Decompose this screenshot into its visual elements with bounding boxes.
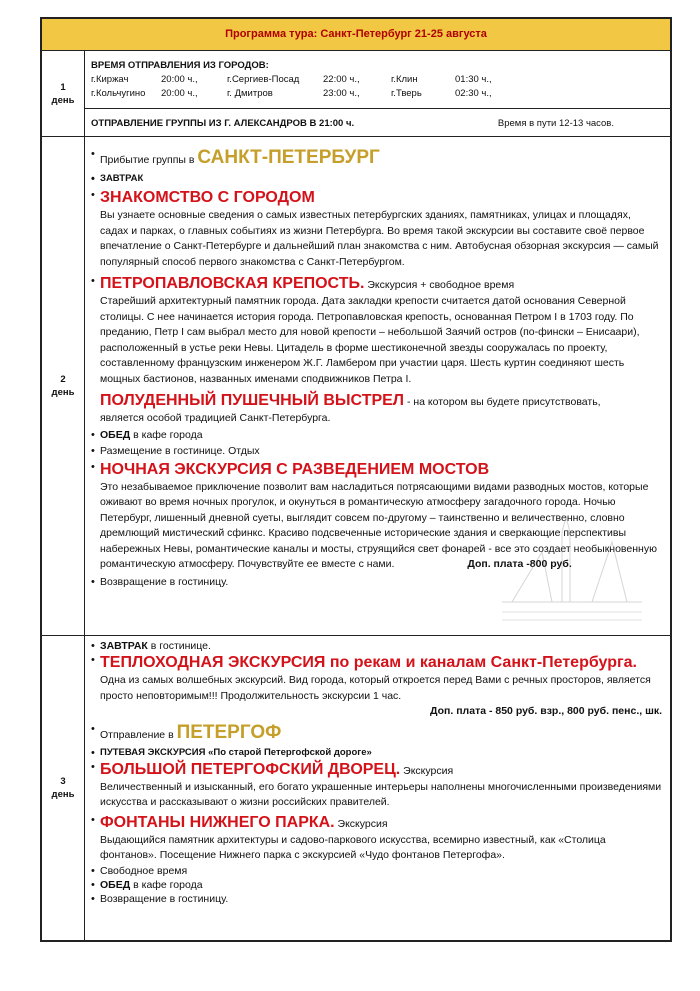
bridge-illustration (502, 512, 642, 632)
day2-content (85, 137, 670, 635)
day2-row (42, 137, 670, 636)
day1-row (42, 51, 670, 137)
day3-label: 3 день (42, 636, 85, 940)
departure-grid: г.Киржач 20:00 ч., г.Сергиев-Посад 22:00 ч., г.Клин 01:30 ч., г.Кольчугино 20:00 ч., г. Дмитров 23:00 ч., г.Тверь 02:30 ч., (91, 74, 492, 99)
d3-breakfast-item: • ЗАВТРАК в гостинице. (91, 639, 662, 653)
fountains-text: Выдающийся памятник архитектуры и садово-паркового искусства, всемирно известный, как «Столица фонтанов». Посещение Нижнего парка с экскурсией «Чудо фонтанов Петергофа». (100, 833, 606, 861)
fountains-item: • ФОНТАНЫ НИЖНЕГО ПАРКА. Экскурсия (91, 813, 662, 833)
free-time-item: • Свободное время (91, 864, 662, 878)
city-tour-item: • ЗНАКОМСТВО С ГОРОДОМ (91, 188, 662, 208)
group-departure: ОТПРАВЛЕНИЕ ГРУППЫ ИЗ Г. АЛЕКСАНДРОВ В 21:00 ч. Время в пути 12-13 часов. (91, 118, 614, 129)
fortress-item: • ПЕТРОПАВЛОВСКАЯ КРЕПОСТЬ. Экскурсия + свободное время (91, 274, 662, 294)
day3-row (42, 636, 670, 940)
palace-item: • БОЛЬШОЙ ПЕТЕРГОФСКИЙ ДВОРЕЦ. Экскурсия (91, 760, 662, 780)
breakfast-item: • ЗАВТРАК (91, 172, 662, 186)
fortress-text: Старейший архитектурный памятник города. Дата закладки крепости считается датой основания Северной столицы. С нее начинается история города. Петропавловская крепость, основанная Петром I в 1703 году. По преданию, Петр I сам выбрал место для новой крепости – небольшой Заячий остров (по-фински – Енисаари), расположенный в устье реки Невы. Цитадель в форме шестиконечной звезды сооружалась по проекту, составленному французским инженером Ж.Г. Ламбером при участии царя. Шесть куртин соединяют шесть мощных бастионов, названных именами сподвижников Петра I. (100, 295, 640, 385)
boat-tour-price: Доп. плата - 850 руб. взр., 800 руб. пенс., шк. (430, 705, 662, 717)
cannon-item: ПОЛУДЕННЫЙ ПУШЕЧНЫЙ ВЫСТРЕЛ - на котором вы будете присутствовать, (100, 392, 601, 409)
arrival-item: • Прибытие группы в САНКТ-ПЕТЕРБУРГ (91, 147, 662, 169)
boat-tour-text: Одна из самых волшебных экскурсий. Вид города, который откроется перед Вами с речных просторов, является просто неповторимым!!! Продолжительность экскурсии 1 час. (100, 674, 651, 702)
return-item: • Возвращение в гостиницу. (91, 575, 662, 589)
day3-content (85, 636, 670, 940)
d3-lunch-item: • ОБЕД в кафе города (91, 878, 662, 892)
arrival-city: САНКТ-ПЕТЕРБУРГ (197, 147, 380, 168)
cannon-text: является особой традицией Санкт-Петербурга. (100, 412, 331, 424)
day2-label: 2 день (42, 137, 85, 635)
tour-program-table (40, 17, 672, 942)
night-tour-text: Это незабываемое приключение позволит вам насладиться потрясающими видами разводных мостов, которые оживают во время ночных прогулок, и окунуться в романтическую атмосферу загадочного города. Ночью Петербург, лишенный дневной суеты, выглядит совсем по-другому – таинственно и величественно, словно дремлющий мистический сфинкс. Красиво подсвеченные исторические здания и сверкающие перспективы набережных Невы, романтические каналы и мосты, струящийся свет фонарей - все это создает необыкновенную романтическую атмосферу. Почувствуйте ее вместе с нами. Доп. плата -800 руб. (100, 480, 657, 570)
road-tour-item: • ПУТЕВАЯ ЭКСКУРСИЯ «По старой Петергофской дороге» (91, 746, 662, 760)
departure-title: ВРЕМЯ ОТПРАВЛЕНИЯ ИЗ ГОРОДОВ: (91, 60, 269, 71)
peterhof-item: • Отправление в ПЕТЕРГОФ (91, 722, 662, 744)
lunch-item: • ОБЕД в кафе города (91, 428, 662, 442)
peterhof-city: ПЕТЕРГОФ (176, 721, 282, 743)
night-tour-item: • НОЧНАЯ ЭКСКУРСИЯ С РАЗВЕДЕНИЕМ МОСТОВ (91, 460, 662, 480)
hotel-item: • Размещение в гостинице. Отдых (91, 444, 662, 458)
palace-text: Величественный и изысканный, его богато украшенные интерьеры наполнены многочисленными произведениями искусства и рассказывают о жизни российских правителей. (100, 780, 662, 808)
departure-times (85, 51, 670, 109)
day1-label: 1 день (42, 51, 85, 136)
boat-tour-item: • ТЕПЛОХОДНАЯ ЭКСКУРСИЯ по рекам и каналам Санкт-Петербурга. (91, 653, 662, 673)
day1-content (85, 51, 670, 136)
night-tour-price: Доп. плата -800 руб. (467, 558, 572, 570)
city-tour-text: Вы узнаете основные сведения о самых известных петербургских зданиях, памятниках, улицах и площадях, садах и парках, о главных событиях из жизни Петербурга. Во время такой экскурсии вы составите своё первое впечатление о Санкт-Петербурге и дальнейший план знакомства с ним. Автобусная обзорная экскурсия — самый популярный способ первого знакомства с Санкт-Петербургом. (100, 209, 659, 268)
d3-return-item: • Возвращение в гостиницу. (91, 892, 662, 906)
table-title: Программа тура: Санкт-Петербург 21-25 августа (42, 19, 670, 51)
